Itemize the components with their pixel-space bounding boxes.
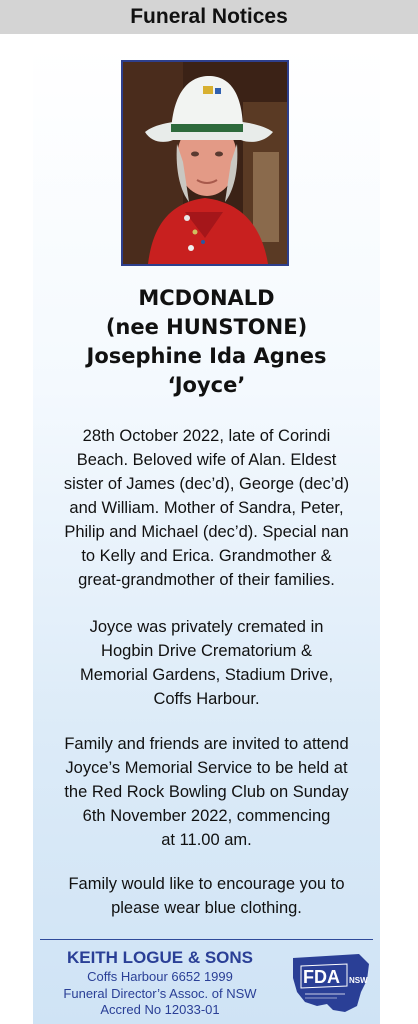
text-line: Beach. Beloved wife of Alan. Eldest xyxy=(76,451,337,469)
notice-paragraph-family xyxy=(33,424,380,592)
text-line: the Red Rock Bowling Club on Sunday xyxy=(64,783,349,801)
logo-text: FDA xyxy=(303,967,340,987)
notice-paragraph-cremation xyxy=(33,615,380,711)
footer-divider xyxy=(40,939,373,940)
notice-paragraph-service xyxy=(33,732,380,852)
fda-nsw-logo xyxy=(287,952,373,1014)
logo-state: NSW xyxy=(349,976,368,985)
text-line: Hogbin Drive Crematorium & xyxy=(101,642,312,660)
text-line: at 11.00 am. xyxy=(161,831,252,849)
text-line: Joyce’s Memorial Service to be held at xyxy=(65,759,348,777)
nickname: ‘Joyce’ xyxy=(167,373,246,397)
text-line: Family and friends are invited to attend xyxy=(64,735,349,753)
text-line: to Kelly and Erica. Grandmother & xyxy=(81,547,332,565)
firm-association: Funeral Director’s Assoc. of NSW xyxy=(63,985,257,1001)
text-line: and William. Mother of Sandra, Peter, xyxy=(69,499,344,517)
notice-paragraph-dress xyxy=(33,872,380,920)
text-line: sister of James (dec’d), George (dec’d) xyxy=(63,475,350,493)
text-line: Family would like to encourage you to xyxy=(68,875,345,893)
firm-phone: Coffs Harbour 6652 1999 xyxy=(87,969,233,984)
deceased-name xyxy=(33,284,380,400)
portrait-photo xyxy=(121,60,289,266)
text-line: great-grandmother of their families. xyxy=(78,571,335,589)
text-line: 6th November 2022, commencing xyxy=(82,807,331,825)
text-line: Philip and Michael (dec’d). Special nan xyxy=(64,523,349,541)
surname: MCDONALD xyxy=(138,286,275,310)
page-header: Funeral Notices xyxy=(0,0,418,34)
text-line: 28th October 2022, late of Corindi xyxy=(82,427,331,445)
text-line: Joyce was privately cremated in xyxy=(89,618,324,636)
firm-accreditation: Accred No 12033-01 xyxy=(100,1002,220,1017)
funeral-notice xyxy=(33,45,380,1024)
funeral-director-info xyxy=(33,946,287,1019)
firm-name: KEITH LOGUE & SONS xyxy=(66,948,254,967)
maiden-name: (nee HUNSTONE) xyxy=(105,315,308,339)
text-line: Coffs Harbour. xyxy=(153,690,260,708)
text-line: Memorial Gardens, Stadium Drive, xyxy=(79,666,334,684)
given-names: Josephine Ida Agnes xyxy=(86,344,327,368)
text-line: please wear blue clothing. xyxy=(111,899,302,917)
